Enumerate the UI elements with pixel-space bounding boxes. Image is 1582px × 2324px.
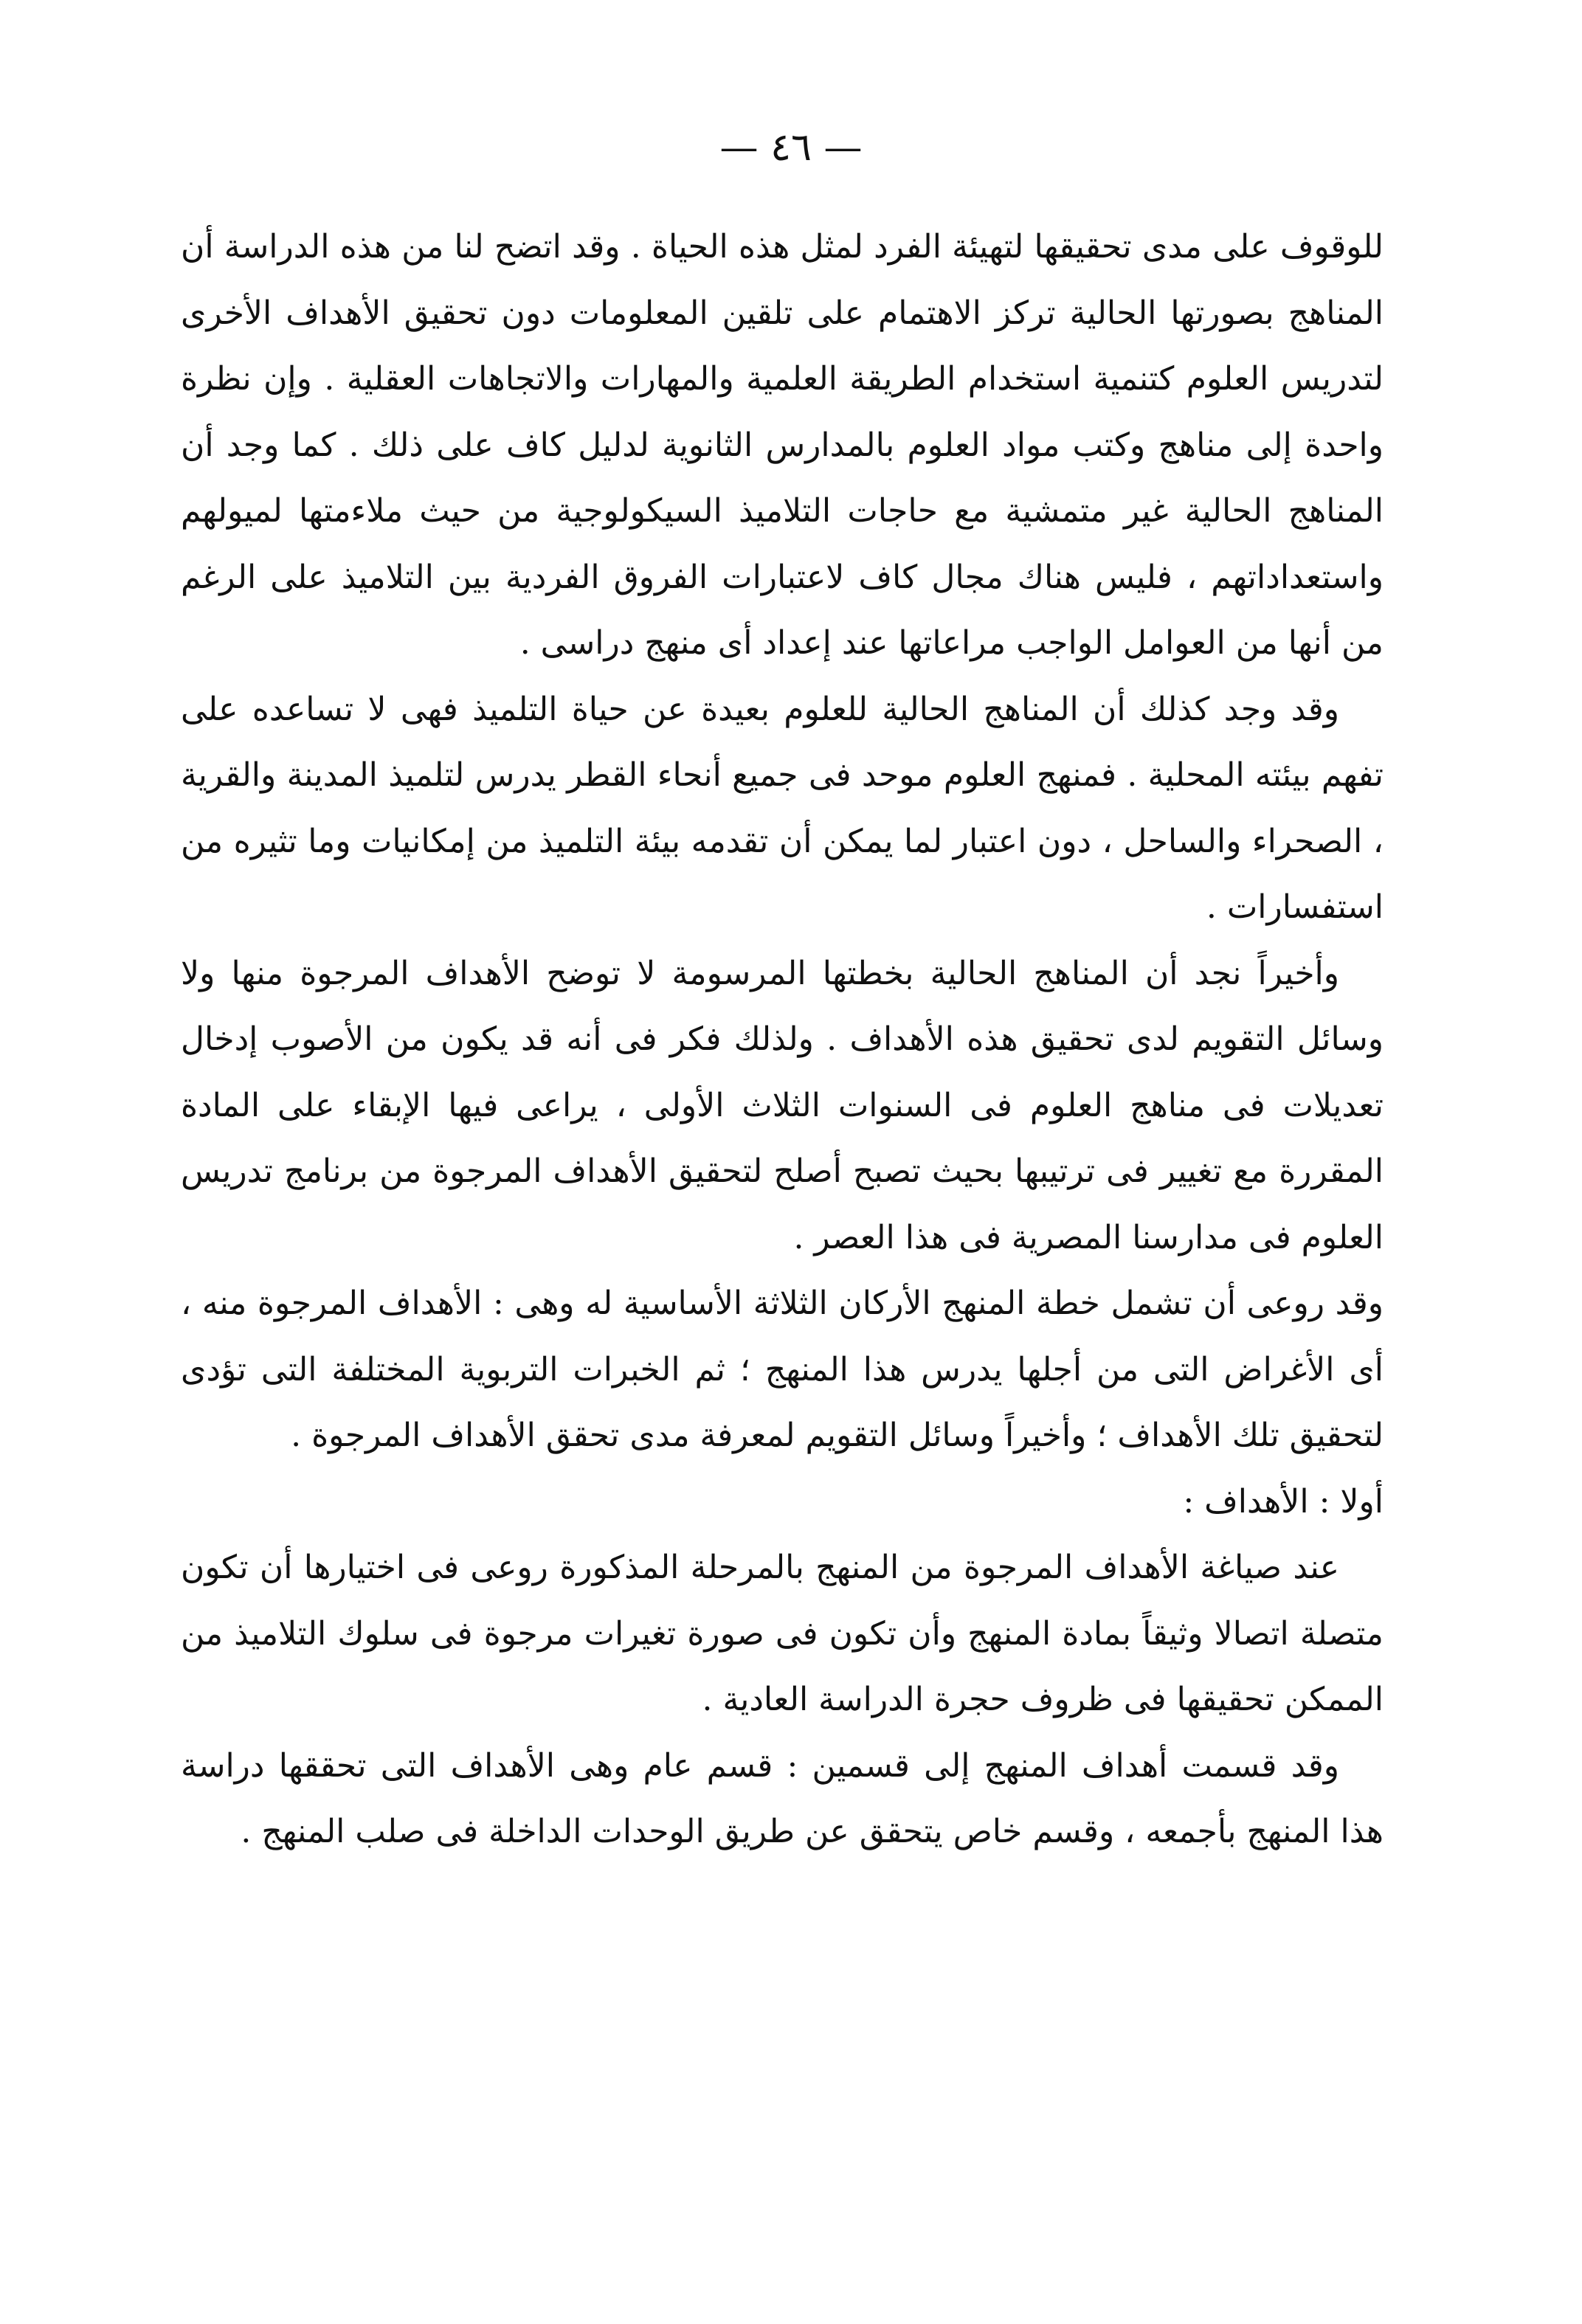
page-number: — ٤٦ — <box>719 125 863 170</box>
page-body <box>181 214 1384 1865</box>
paragraph-4: وقد روعى أن تشمل خطة المنهج الأركان الثلاثة الأساسية له وهى : الأهداف المرجوة منه ، أى الأغراض التى من أجلها يدرس هذا المنهج ؛ ثم الخبرات التربوية المختلفة التى تؤدى لتحقيق تلك الأهداف ؛ وأخيراً وسائل التقويم لمعرفة مدى تحقق الأهداف المرجوة . <box>181 1284 1384 1454</box>
paragraph-3: وأخيراً نجد أن المناهج الحالية بخطتها المرسومة لا توضح الأهداف المرجوة منها ولا وسائل التقويم لدى تحقيق هذه الأهداف . ولذلك فكر فى أنه قد يكون من الأصوب إدخال تعديلات فى مناهج العلوم فى السنوات الثلاث الأولى ، يراعى فيها الإبقاء على المادة المقررة مع تغيير فى ترتيبها بحيث تصبح أصلح لتحقيق الأهداف المرجوة من برنامج تدريس العلوم فى مدارسنا المصرية فى هذا العصر . <box>181 954 1384 1256</box>
paragraph-6: وقد قسمت أهداف المنهج إلى قسمين : قسم عام وهى الأهداف التى تحققها دراسة هذا المنهج بأجمعه ، وقسم خاص يتحقق عن طريق الوحدات الداخلة فى صلب المنهج . <box>181 1746 1384 1850</box>
paragraph-1: للوقوف على مدى تحقيقها لتهيئة الفرد لمثل هذه الحياة . وقد اتضح لنا من هذه الدراسة أن المناهج بصورتها الحالية تركز الاهتمام على تلقين المعلومات دون تحقيق الأهداف الأخرى لتدريس العلوم كتنمية استخدام الطريقة العلمية والمهارات والاتجاهات العقلية . وإن نظرة واحدة إلى مناهج وكتب مواد العلوم بالمدارس الثانوية لدليل كاف على ذلك . كما وجد أن المناهج الحالية غير متمشية مع حاجات التلاميذ السيكولوجية من حيث ملاءمتها لميولهم واستعداداتهم ، فليس هناك مجال كاف لاعتبارات الفروق الفردية بين التلاميذ على الرغم من أنها من العوامل الواجب مراعاتها عند إعداد أى منهج دراسى . <box>181 228 1384 662</box>
paragraph-2: وقد وجد كذلك أن المناهج الحالية للعلوم بعيدة عن حياة التلميذ فهى لا تساعده على تفهم بيئته المحلية . فمنهج العلوم موحد فى جميع أنحاء القطر يدرس لتلميذ المدينة والقرية ، الصحراء والساحل ، دون اعتبار لما يمكن أن تقدمه بيئة التلميذ من إمكانيات وما تثيره من استفسارات . <box>181 690 1384 926</box>
paragraph-5: عند صياغة الأهداف المرجوة من المنهج بالمرحلة المذكورة روعى فى اختيارها أن تكون متصلة اتصالا وثيقاً بمادة المنهج وأن تكون فى صورة تغيرات مرجوة فى سلوك التلاميذ من الممكن تحقيقها فى ظروف حجرة الدراسة العادية . <box>181 1549 1384 1718</box>
section-heading-objectives: أولا : الأهداف : <box>1183 1482 1384 1521</box>
